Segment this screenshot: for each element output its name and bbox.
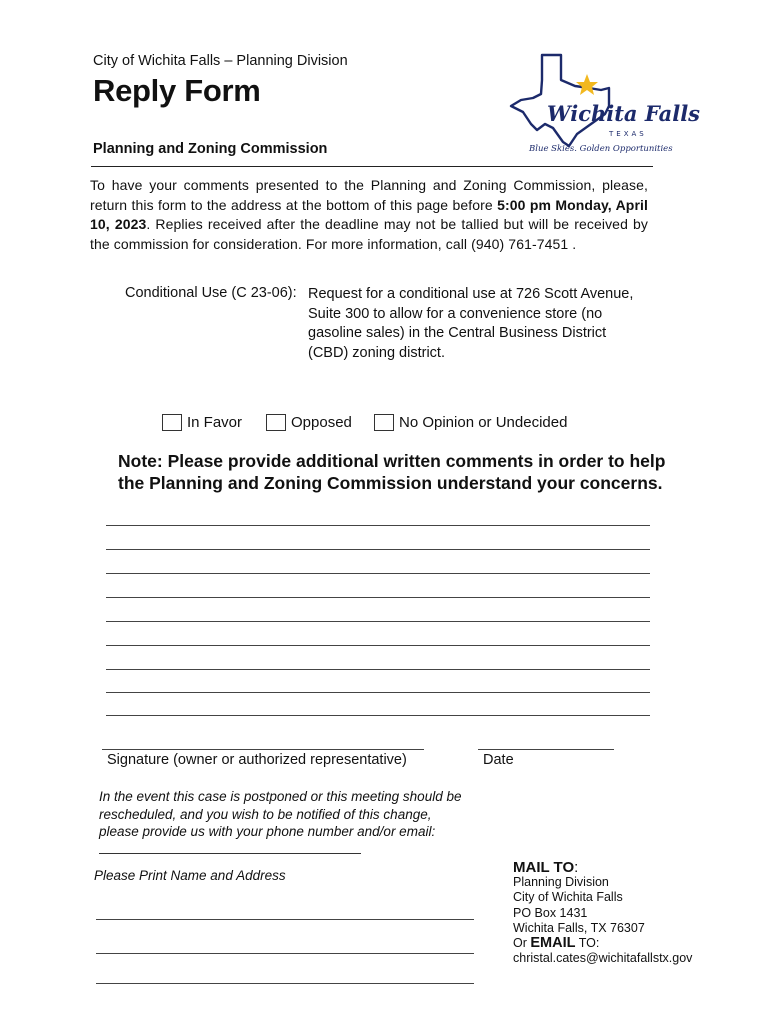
comment-line[interactable] <box>106 715 650 716</box>
comment-line[interactable] <box>106 549 650 550</box>
in-favor-option[interactable] <box>162 412 242 432</box>
postpone-line: please provide us with your phone number and/or email: <box>99 824 436 839</box>
comment-line[interactable] <box>106 669 650 670</box>
intro-text-2: . Replies received after the deadline may not be tallied but will be received by the commission for consideration. For more information, call (940) 761-7451 . <box>90 216 648 252</box>
page-title: Reply Form <box>93 73 261 108</box>
cu-line: gasoline sales) in the Central Business District <box>308 325 607 341</box>
print-name-label: Please Print Name and Address <box>94 868 286 883</box>
wichita-falls-logo <box>505 50 700 158</box>
no-opinion-checkbox[interactable] <box>374 414 394 431</box>
signature-label: Signature (owner or authorized representative) <box>107 752 407 768</box>
conditional-use-label: Conditional Use (C 23-06): <box>125 285 297 301</box>
cu-line: (CBD) zoning district. <box>308 344 445 361</box>
conditional-use-description <box>308 285 658 363</box>
mail-address-line: PO Box 1431 <box>513 905 588 920</box>
comment-line[interactable] <box>106 597 650 598</box>
svg-text:Wichita Falls: Wichita Falls <box>547 101 700 126</box>
comment-line[interactable] <box>106 621 650 622</box>
email-word: EMAIL <box>530 935 576 952</box>
no-opinion-option[interactable] <box>374 412 567 432</box>
comment-line[interactable] <box>106 645 650 646</box>
opposed-option[interactable] <box>266 412 352 432</box>
contact-email-field[interactable] <box>99 841 361 854</box>
division-label: City of Wichita Falls – Planning Division <box>93 53 348 69</box>
comment-line[interactable] <box>106 692 650 693</box>
signature-line[interactable] <box>102 749 424 750</box>
in-favor-label: In Favor <box>187 413 243 431</box>
in-favor-checkbox[interactable] <box>162 414 182 431</box>
address-line[interactable] <box>96 953 474 954</box>
deadline-text: 5:00 pm Monday, April 10, 2023 <box>90 196 648 232</box>
mail-to-block <box>513 860 692 966</box>
header-divider <box>91 166 653 167</box>
logo-tagline: Blue Skies. Golden Opportunities <box>529 144 673 154</box>
or-text: Or <box>513 936 531 951</box>
email-instruction <box>513 936 692 951</box>
address-line[interactable] <box>96 919 474 920</box>
mail-address-line: Wichita Falls, TX 76307 <box>513 920 645 935</box>
date-label: Date <box>483 752 514 768</box>
opposed-checkbox[interactable] <box>266 414 286 431</box>
postpone-line: rescheduled, and you wish to be notified of this change, <box>99 806 432 822</box>
mail-to-colon: : <box>574 859 579 876</box>
texas-map-logo-icon <box>505 50 700 158</box>
commission-subtitle: Planning and Zoning Commission <box>93 141 328 157</box>
mail-address-line: Planning Division <box>513 875 609 890</box>
comment-line[interactable] <box>106 525 650 526</box>
no-opinion-label: No Opinion or Undecided <box>399 413 568 431</box>
cu-line: Request for a conditional use at 726 Scott Avenue, <box>308 286 634 302</box>
postpone-line: In the event this case is postponed or this meeting should be <box>99 789 462 804</box>
contact-email-link[interactable]: christal.cates@wichitafallstx.gov <box>513 951 693 966</box>
date-line[interactable] <box>478 749 614 750</box>
opposed-label: Opposed <box>291 413 352 431</box>
comment-line[interactable] <box>106 573 650 574</box>
intro-text-1: To have your comments presented to the Planning and Zoning Commission, please, return this form to the address at the bottom of this page before <box>90 177 648 213</box>
cu-line: Suite 300 to allow for a convenience store (no <box>308 305 603 322</box>
intro-paragraph <box>90 176 648 254</box>
logo-state: TEXAS <box>609 130 647 138</box>
postpone-line-email <box>99 823 719 854</box>
mail-to-heading: MAIL TO <box>513 859 575 876</box>
to-text: TO: <box>575 936 600 951</box>
postpone-notice <box>99 788 719 854</box>
mail-to-title <box>513 860 692 875</box>
mail-address-line: City of Wichita Falls <box>513 890 623 905</box>
comments-note: Note: Please provide additional written comments in order to help the Planning and Zoning Commission understand your concerns. <box>118 451 666 493</box>
address-line[interactable] <box>96 983 474 984</box>
